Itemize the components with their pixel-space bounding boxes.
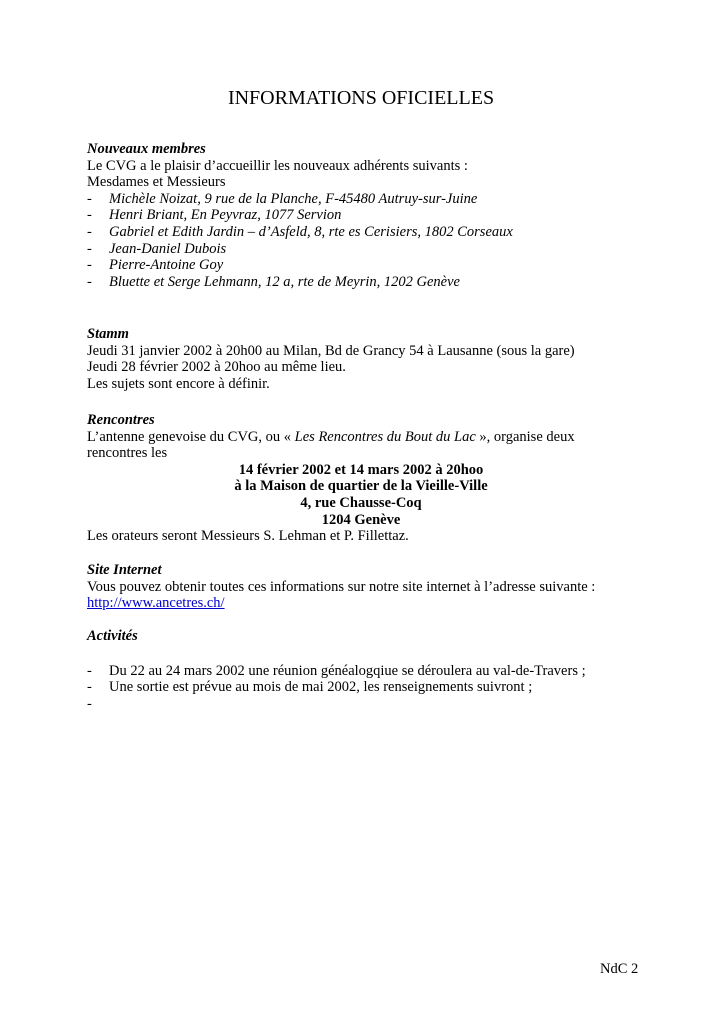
speakers-text: Les orateurs seront Messieurs S. Lehman et P. Fillettaz. xyxy=(87,528,409,545)
section-activites xyxy=(87,628,677,712)
list-item: - Bluette et Serge Lehmann, 12 a, rte de Meyrin, 1202 Genève xyxy=(87,273,460,290)
list-item: - Gabriel et Edith Jardin – d’Asfeld, 8, rte es Cerisiers, 1802 Corseaux xyxy=(87,223,513,240)
website-link[interactable]: http://www.ancetres.ch/ xyxy=(87,595,225,612)
list-item: - Michèle Noizat, 9 rue de la Planche, F-45480 Autruy-sur-Juine xyxy=(87,190,478,207)
event-city: 1204 Genève xyxy=(321,511,401,528)
section-rencontres xyxy=(87,412,677,545)
section-site-internet xyxy=(87,562,677,612)
section-heading: Nouveaux membres xyxy=(87,141,206,157)
stamm-line: Jeudi 28 février 2002 à 20hoo au même lieu. xyxy=(87,359,346,376)
stamm-line: Jeudi 31 janvier 2002 à 20h00 au Milan, Bd de Grancy 54 à Lausanne (sous la gare) xyxy=(87,342,575,359)
event-venue: à la Maison de quartier de la Vieille-Ville xyxy=(234,478,488,495)
section-heading: Stamm xyxy=(87,326,129,342)
page-title: INFORMATIONS OFICIELLES xyxy=(227,87,495,109)
stamm-line: Les sujets sont encore à définir. xyxy=(87,375,270,392)
list-item: - Une sortie est prévue au mois de mai 2002, les renseignements suivront ; xyxy=(87,679,533,696)
event-street: 4, rue Chausse-Coq xyxy=(300,494,422,511)
page-footer: NdC 2 xyxy=(600,961,639,977)
intro-text: Le CVG a le plaisir d’accueillir les nouveaux adhérents suivants : xyxy=(87,157,468,174)
rencontres-intro: L’antenne genevoise du CVG, ou « Les Rencontres du Bout du Lac », organise deux xyxy=(87,428,575,445)
section-stamm xyxy=(87,326,677,392)
list-item: - xyxy=(87,695,92,712)
list-item: - Pierre-Antoine Goy xyxy=(87,257,224,274)
section-heading: Activités xyxy=(87,628,138,644)
event-date: 14 février 2002 et 14 mars 2002 à 20hoo xyxy=(238,461,484,478)
list-item: - Jean-Daniel Dubois xyxy=(87,240,227,257)
salutation-text: Mesdames et Messieurs xyxy=(87,174,226,191)
list-item: - Du 22 au 24 mars 2002 une réunion généalogqiue se déroulera au val-de-Travers ; xyxy=(87,662,586,679)
section-nouveaux-membres xyxy=(87,141,677,290)
rencontres-intro-line2: rencontres les xyxy=(87,445,168,462)
section-heading: Site Internet xyxy=(87,562,162,578)
list-item: - Henri Briant, En Peyvraz, 1077 Servion xyxy=(87,207,342,224)
site-text: Vous pouvez obtenir toutes ces informations sur notre site internet à l’adresse suivante : xyxy=(87,578,596,595)
section-heading: Rencontres xyxy=(87,412,155,428)
